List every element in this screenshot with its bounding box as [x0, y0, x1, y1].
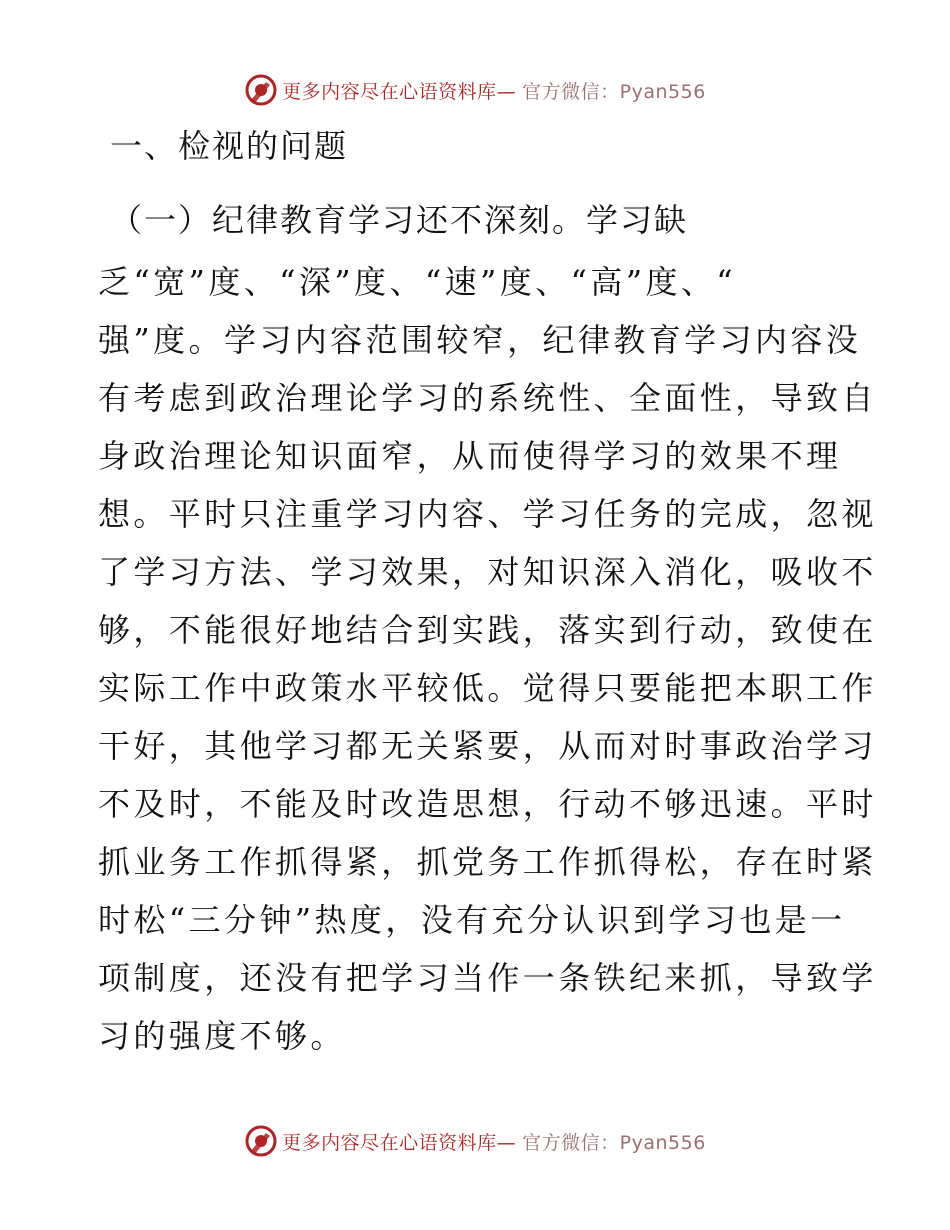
watermark-wechat: 官方微信：Pyan556	[522, 80, 706, 103]
watermark-wechat: 官方微信：Pyan556	[522, 1131, 706, 1154]
paragraph-line: 乏“宽”度、“深”度、“速”度、“高”度、“	[98, 263, 737, 301]
header-watermark	[0, 70, 950, 110]
paragraph-line: 够，不能很好地结合到实践，落实到行动，致使在	[98, 611, 877, 649]
paragraph-line: 强”度。学习内容范围较窄，纪律教育学习内容没	[98, 321, 862, 359]
paragraph-line: 有考虑到政治理论学习的系统性、全面性，导致自	[98, 379, 877, 417]
pen-circle-logo-icon	[244, 73, 278, 107]
paragraph-line: 干好，其他学习都无关紧要，从而对时事政治学习	[98, 727, 877, 765]
paragraph-line: 身政治理论知识面窄，从而使得学习的效果不理	[98, 437, 842, 475]
watermark-text: 更多内容尽在心语资料库—	[282, 80, 517, 103]
paragraph-line: 想。平时只注重学习内容、学习任务的完成，忽视	[98, 495, 877, 533]
paragraph-line: 了学习方法、学习效果，对知识深入消化，吸收不	[98, 553, 877, 591]
watermark-text: 更多内容尽在心语资料库—	[282, 1131, 517, 1154]
paragraph-line: 习的强度不够。	[98, 1017, 346, 1055]
paragraph-line: 时松“三分钟”热度，没有充分认识到学习也是一	[98, 901, 846, 939]
subsection-heading: （一）纪律教育学习还不深刻。学习缺	[110, 201, 689, 239]
section-heading: 一、检视的问题	[110, 127, 349, 165]
paragraph-line: 项制度，还没有把学习当作一条铁纪来抓，导致学	[98, 959, 877, 997]
body-paragraph	[98, 253, 877, 1065]
paragraph-line: 不及时，不能及时改造思想，行动不够迅速。平时	[98, 785, 877, 823]
footer-watermark	[0, 1121, 950, 1161]
paragraph-line: 抓业务工作抓得紧，抓党务工作抓得松，存在时紧	[98, 843, 877, 881]
pen-circle-logo-icon	[244, 1124, 278, 1158]
paragraph-line: 实际工作中政策水平较低。觉得只要能把本职工作	[98, 669, 877, 707]
